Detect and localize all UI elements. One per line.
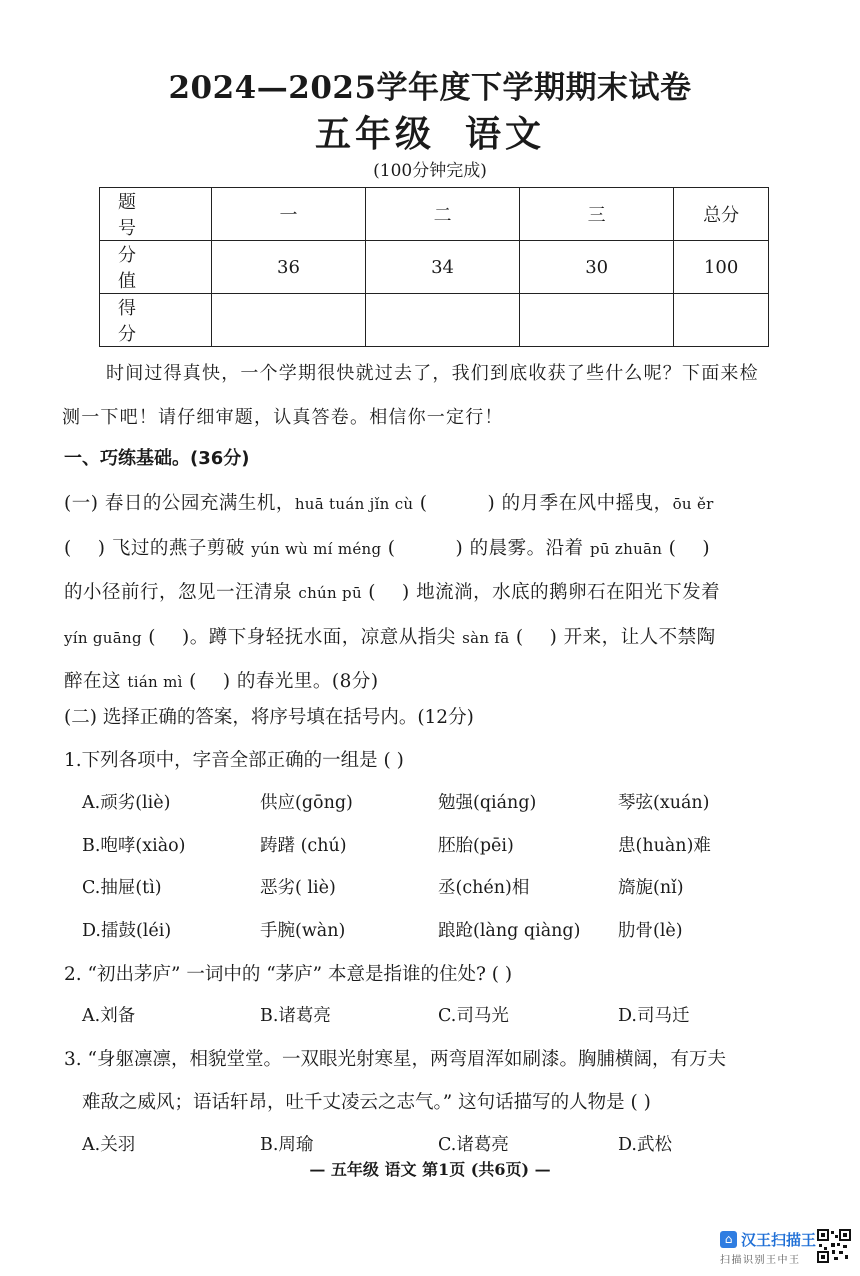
grade-label: 五年级 [314, 113, 435, 155]
text: ( [64, 537, 72, 559]
option-text: A.顽劣(liè) [82, 793, 171, 813]
exam-duration: (100分钟完成) [373, 161, 487, 181]
part2-heading: (二) 选择正确的答案，将序号填在括号内。(12分) [64, 707, 474, 728]
watermark-tagline: 扫描识别王中王 [720, 1255, 801, 1266]
option-text: A.关羽 [82, 1135, 136, 1155]
row-label: 题 号 [100, 188, 212, 241]
text: ) 的月季在风中摇曳， [487, 493, 673, 514]
text: ( [381, 537, 396, 559]
scanner-watermark [720, 1229, 852, 1269]
cell: 一 [211, 188, 365, 241]
option-text: 手腕(wàn) [260, 921, 346, 941]
option-text: B.诸葛亮 [260, 1006, 331, 1026]
cell: 34 [366, 241, 520, 294]
text: ) [702, 537, 711, 559]
option-text: D.武松 [618, 1135, 672, 1155]
score-row-question-number [100, 188, 769, 241]
score-row-points [100, 241, 769, 294]
pinyin: ōu ěr [672, 495, 714, 513]
option-text: A.刘备 [82, 1006, 136, 1026]
pinyin-passage [64, 482, 809, 705]
exam-subtitle [0, 106, 860, 157]
row-label: 得 分 [100, 294, 212, 347]
question-3-stem-line-2: 难敌之威风；语话轩昂，吐千丈凌云之志气。” 这句话描写的人物是 ( ) [82, 1092, 651, 1113]
option-text: D.擂鼓(léi) [82, 921, 172, 941]
option-text: 患(huàn)难 [618, 836, 711, 856]
option-text: 丞(chén)相 [438, 878, 530, 898]
text: ( [361, 582, 377, 604]
pinyin: yín guāng [64, 628, 142, 647]
option-text: B.周瑜 [260, 1135, 314, 1155]
text: ( [509, 626, 524, 648]
option-text: C.诸葛亮 [438, 1135, 509, 1155]
text: ( [419, 493, 428, 514]
text: ( [141, 626, 156, 648]
text: 的小径前行，忽见一汪清泉 [64, 582, 299, 604]
score-entry-cell[interactable] [211, 294, 365, 347]
text: ( [662, 537, 677, 559]
cell: 100 [674, 241, 769, 294]
option-text: C.司马光 [438, 1006, 509, 1026]
pinyin: yún wù mí méng [251, 539, 382, 558]
question-1-stem: 1.下列各项中，字音全部正确的一组是 ( ) [64, 750, 404, 771]
section-heading: 一、巧练基础。(36分) [64, 448, 250, 469]
row-label: 分 值 [100, 241, 212, 294]
score-entry-cell[interactable] [674, 294, 769, 347]
pinyin: pū zhuān [589, 539, 663, 558]
option-text: 琴弦(xuán) [618, 793, 710, 813]
option-text: B.咆哮(xiào) [82, 836, 186, 856]
qr-code-icon [817, 1229, 851, 1263]
score-entry-cell[interactable] [520, 294, 674, 347]
text: ) 开来，让人不禁陶 [549, 626, 716, 648]
text: ( [182, 671, 197, 693]
subject-label: 语文 [465, 113, 546, 155]
pinyin: sàn fā [462, 628, 510, 647]
intro-paragraph [62, 352, 810, 440]
pinyin: huā tuán jǐn cù [294, 495, 414, 513]
option-text: 踌躇 (chú) [260, 836, 347, 856]
option-text: D.司马迁 [618, 1006, 690, 1026]
option-text: 肋骨(lè) [618, 921, 683, 941]
cell: 总分 [674, 188, 769, 241]
text: )。蹲下身轻抚水面，凉意从指尖 [181, 626, 463, 648]
score-entry-cell[interactable] [366, 294, 520, 347]
text: ) 的晨雾。沿着 [455, 537, 590, 559]
option-text: 勉强(qiáng) [438, 793, 537, 813]
pinyin: chún pū [298, 584, 362, 603]
option-text: C.抽屉(tì) [82, 878, 162, 898]
option-text: 供应(gōng) [260, 793, 353, 813]
question-2-stem: 2. “初出茅庐” 一词中的 “茅庐” 本意是指谁的住处? ( ) [64, 964, 513, 985]
option-text: 恶劣( liè) [260, 878, 336, 898]
option-text: 胚胎(pēi) [438, 836, 514, 856]
cell: 三 [520, 188, 674, 241]
text: ) 地流淌，水底的鹅卵石在阳光下发着 [402, 582, 721, 604]
pinyin: tián mì [127, 673, 183, 692]
cell: 二 [366, 188, 520, 241]
question-3-stem-line-1: 3. “身躯凛凛，相貌堂堂。一双眼光射寒星，两弯眉浑如刷漆。胸脯横阔，有万夫 [64, 1049, 726, 1070]
cell: 30 [520, 241, 674, 294]
intro-line-2: 测一下吧！请仔细审题，认真答卷。相信你一定行！ [62, 407, 504, 428]
score-table [99, 187, 769, 347]
option-text: 踉跄(làng qiàng) [438, 921, 581, 941]
exam-title: 2024—2025学年度下学期期末试卷 [168, 70, 692, 106]
text: ) 飞过的燕子剪破 [97, 537, 252, 559]
page-footer: — 五年级 语文 第1页 (共6页) — [309, 1160, 551, 1179]
cell: 36 [211, 241, 365, 294]
text: (一) 春日的公园充满生机， [64, 493, 295, 514]
text: ) 的春光里。(8分) [222, 671, 379, 693]
option-text: 旖旎(nǐ) [618, 878, 684, 898]
text: 醉在这 [64, 671, 128, 693]
scanner-logo-icon: ⌂ [720, 1231, 737, 1248]
score-row-earned [100, 294, 769, 347]
intro-line-1: 时间过得真快，一个学期很快就过去了，我们到底收获了些什么呢？下面来检 [106, 363, 759, 384]
watermark-brand: 汉王扫描王 [741, 1231, 817, 1249]
